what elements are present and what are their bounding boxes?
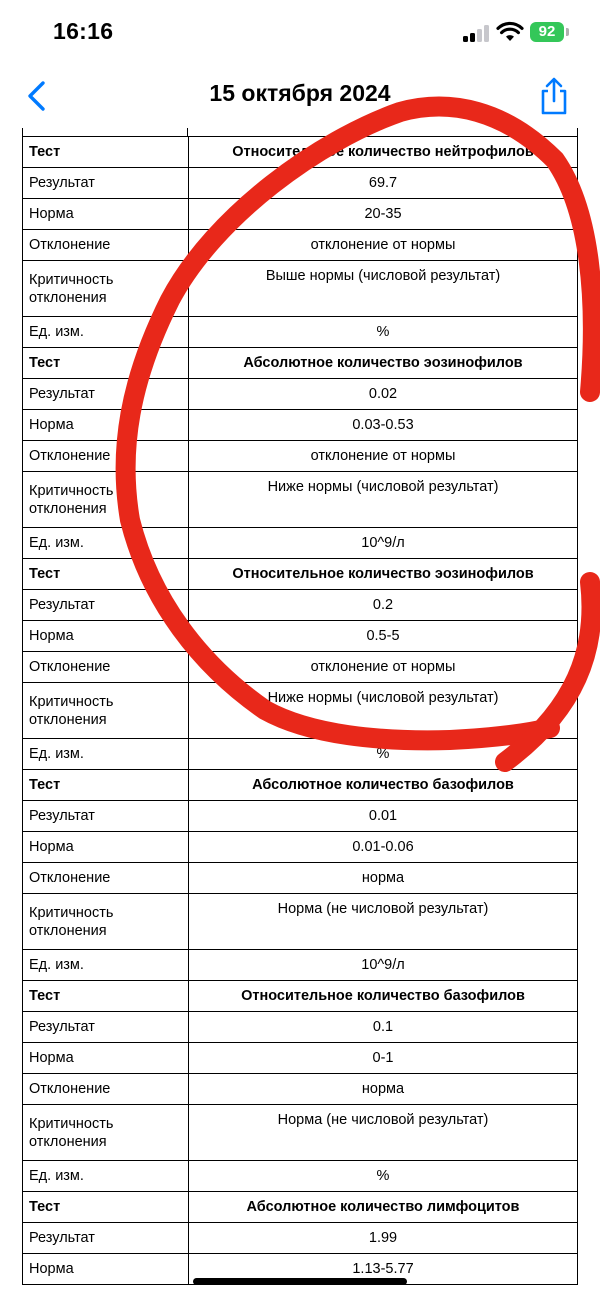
row-value: Норма (не числовой результат) [189, 894, 578, 950]
wifi-icon [497, 22, 523, 42]
table-row [23, 1105, 578, 1161]
row-label: Ед. изм. [23, 317, 189, 348]
table-row [23, 739, 578, 770]
row-label: Норма [23, 1254, 189, 1285]
table-row [23, 441, 578, 472]
row-label: Ед. изм. [23, 1161, 189, 1192]
row-label: Отклонение [23, 1074, 189, 1105]
row-value: Относительное количество нейтрофилов [189, 137, 578, 168]
table-row [23, 801, 578, 832]
row-value: 69.7 [189, 168, 578, 199]
row-label: Критичность отклонения [23, 894, 189, 950]
row-value: 0.01 [189, 801, 578, 832]
table-row [23, 590, 578, 621]
row-label: Норма [23, 410, 189, 441]
table-row [23, 1074, 578, 1105]
row-value: 1.13-5.77 [189, 1254, 578, 1285]
row-value: 0.03-0.53 [189, 410, 578, 441]
row-label: Отклонение [23, 230, 189, 261]
row-value: 0.1 [189, 1012, 578, 1043]
table-top-edge [22, 128, 578, 136]
row-value: Выше нормы (числовой результат) [189, 261, 578, 317]
row-value: отклонение от нормы [189, 441, 578, 472]
row-label: Результат [23, 1223, 189, 1254]
row-label: Тест [23, 1192, 189, 1223]
row-value: Относительное количество базофилов [189, 981, 578, 1012]
row-value: Ниже нормы (числовой результат) [189, 472, 578, 528]
row-value: % [189, 739, 578, 770]
row-label: Критичность отклонения [23, 1105, 189, 1161]
test-header-row [23, 348, 578, 379]
status-time: 16:16 [53, 18, 114, 44]
row-label: Результат [23, 590, 189, 621]
lab-results-report[interactable] [22, 128, 578, 1277]
row-label: Критичность отклонения [23, 683, 189, 739]
row-label: Тест [23, 348, 189, 379]
row-value: 0.2 [189, 590, 578, 621]
test-header-row [23, 770, 578, 801]
row-label: Результат [23, 801, 189, 832]
table-row [23, 652, 578, 683]
test-header-row [23, 137, 578, 168]
row-value: Относительное количество эозинофилов [189, 559, 578, 590]
row-label: Ед. изм. [23, 950, 189, 981]
home-indicator[interactable] [193, 1278, 407, 1285]
row-label: Ед. изм. [23, 739, 189, 770]
table-row [23, 317, 578, 348]
table-row [23, 863, 578, 894]
table-row [23, 472, 578, 528]
table-row [23, 621, 578, 652]
row-value: отклонение от нормы [189, 230, 578, 261]
row-label: Отклонение [23, 441, 189, 472]
row-value: Абсолютное количество базофилов [189, 770, 578, 801]
results-table [22, 136, 578, 1285]
table-row [23, 1012, 578, 1043]
table-row [23, 379, 578, 410]
test-header-row [23, 559, 578, 590]
row-value: Абсолютное количество эозинофилов [189, 348, 578, 379]
battery-level: 92 [538, 23, 556, 40]
row-value: норма [189, 1074, 578, 1105]
row-value: Абсолютное количество лимфоцитов [189, 1192, 578, 1223]
table-row [23, 1043, 578, 1074]
page-title: 15 октября 2024 [209, 80, 391, 106]
row-value: 0-1 [189, 1043, 578, 1074]
table-row [23, 261, 578, 317]
row-label: Норма [23, 199, 189, 230]
table-row [23, 832, 578, 863]
test-header-row [23, 1192, 578, 1223]
row-value: 10^9/л [189, 528, 578, 559]
table-row [23, 230, 578, 261]
table-row [23, 410, 578, 441]
cellular-signal-icon [463, 24, 491, 42]
row-value: 0.01-0.06 [189, 832, 578, 863]
battery-icon [530, 22, 564, 42]
nav-bar [0, 66, 600, 128]
row-label: Результат [23, 168, 189, 199]
row-label: Критичность отклонения [23, 261, 189, 317]
row-label: Тест [23, 981, 189, 1012]
table-row [23, 199, 578, 230]
row-value: 0.02 [189, 379, 578, 410]
row-value: 0.5-5 [189, 621, 578, 652]
row-value: 10^9/л [189, 950, 578, 981]
row-value: норма [189, 863, 578, 894]
row-label: Отклонение [23, 863, 189, 894]
row-label: Тест [23, 559, 189, 590]
table-row [23, 950, 578, 981]
row-value: отклонение от нормы [189, 652, 578, 683]
table-row [23, 1161, 578, 1192]
row-value: % [189, 317, 578, 348]
table-row [23, 1223, 578, 1254]
row-label: Результат [23, 379, 189, 410]
row-label: Тест [23, 770, 189, 801]
battery-tip [566, 28, 569, 36]
share-icon[interactable] [536, 76, 572, 116]
row-value: 1.99 [189, 1223, 578, 1254]
table-row [23, 683, 578, 739]
row-value: Норма (не числовой результат) [189, 1105, 578, 1161]
row-label: Ед. изм. [23, 528, 189, 559]
row-label: Отклонение [23, 652, 189, 683]
row-label: Тест [23, 137, 189, 168]
test-header-row [23, 981, 578, 1012]
row-value: % [189, 1161, 578, 1192]
row-label: Результат [23, 1012, 189, 1043]
row-value: Ниже нормы (числовой результат) [189, 683, 578, 739]
row-label: Норма [23, 1043, 189, 1074]
row-label: Критичность отклонения [23, 472, 189, 528]
row-label: Норма [23, 621, 189, 652]
table-row [23, 528, 578, 559]
row-label: Норма [23, 832, 189, 863]
table-row [23, 894, 578, 950]
status-bar [0, 0, 600, 66]
row-value: 20-35 [189, 199, 578, 230]
table-row [23, 168, 578, 199]
